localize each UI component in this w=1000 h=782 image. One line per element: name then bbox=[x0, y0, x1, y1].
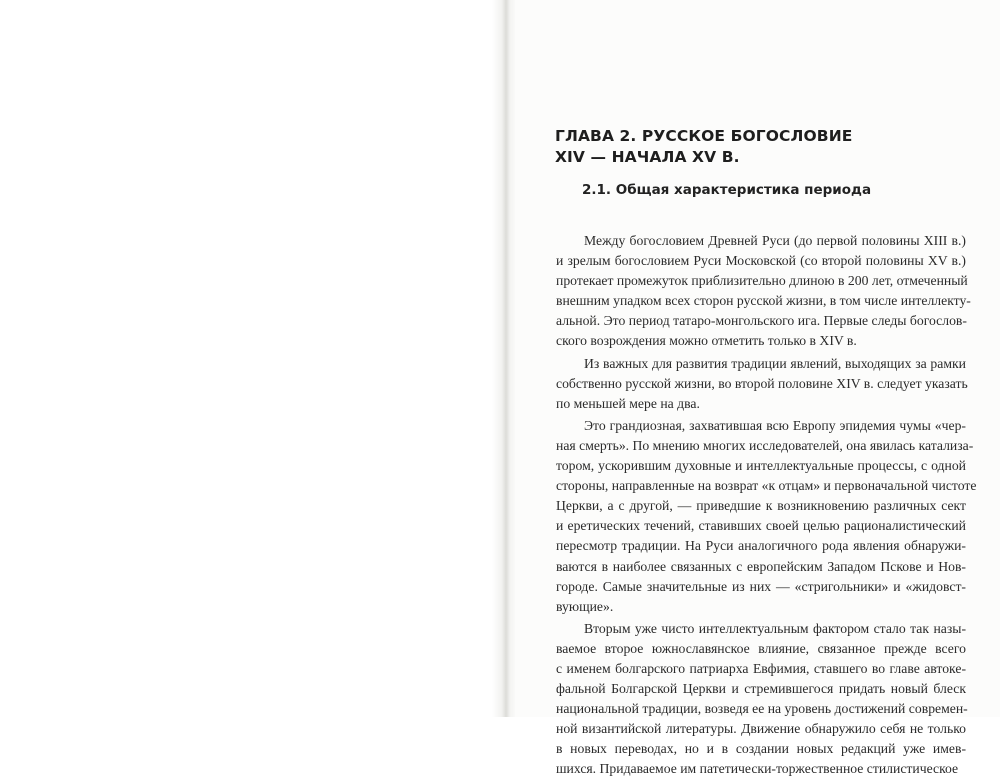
text-line: в новых переводах, но и в создании новых редакций уже имев- bbox=[556, 741, 966, 757]
text-line: ваются в наиболее связанных с европейским Западом Пскове и Нов- bbox=[556, 558, 966, 574]
text-line: ной византийской литературы. Движение обнаружило себя не только bbox=[556, 721, 966, 737]
text-line: ваемое второе южнославянское влияние, связанное прежде всего bbox=[556, 640, 966, 656]
left-page-blank bbox=[0, 0, 500, 717]
text-line: протекает промежуток приблизительно длиною в 200 лет, отмеченный bbox=[556, 273, 968, 289]
paragraph bbox=[556, 416, 977, 617]
paragraph bbox=[556, 354, 966, 414]
text-line: ского возрождения можно отметить только в XIV в. bbox=[556, 333, 857, 349]
text-line: с именем болгарского патриарха Евфимия, ставшего во главе автоке- bbox=[556, 660, 966, 676]
chapter-title-line-1: ГЛАВА 2. РУССКОЕ БОГОСЛОВИЕ bbox=[555, 127, 853, 145]
text-line: и зрелым богословием Руси Московской (со второй половины XV в.) bbox=[556, 253, 966, 269]
text-line: городе. Самые значительные из них — «стригольники» и «жидовст- bbox=[556, 578, 966, 594]
text-line: тором, ускорившим духовные и интеллектуальные процессы, с одной bbox=[556, 458, 966, 474]
text-line: стороны, направленные на возврат «к отцам» и первоначальной чистоте bbox=[556, 478, 977, 494]
paragraph bbox=[556, 619, 966, 780]
text-line: национальной традиции, возведя ее на уровень достижений современ- bbox=[556, 701, 968, 717]
text-line: по меньшей мере на два. bbox=[556, 395, 700, 411]
text-line: Церкви, а с другой, — приведшие к возникновению различных сект bbox=[556, 498, 966, 514]
text-line: внешним упадком всех сторон русской жизни, в том числе интеллекту- bbox=[556, 293, 971, 309]
text-line: пересмотр традиции. На Руси аналогичного рода явления обнаружи- bbox=[556, 538, 966, 554]
text-line: Вторым уже чисто интеллектуальным фактором стало так назы- bbox=[584, 620, 966, 636]
body-text bbox=[556, 231, 977, 782]
paragraph bbox=[556, 231, 971, 352]
text-line: ная смерть». По мнению многих исследователей, она явилась катализа- bbox=[556, 437, 974, 453]
text-line: шихся. Придаваемое им патетически-торжественное стилистическое bbox=[556, 761, 959, 777]
text-line: фальной Болгарской Церкви и стремившегося придать новый блеск bbox=[556, 681, 966, 697]
chapter-title bbox=[555, 126, 975, 168]
text-line: собственно русской жизни, во второй половине XIV в. следует указать bbox=[556, 375, 968, 391]
text-line: вующие». bbox=[556, 598, 614, 614]
text-line: альной. Это период татаро-монгольского ига. Первые следы богослов- bbox=[556, 313, 967, 329]
text-line: Это грандиозная, захватившая всю Европу эпидемия чумы «чер- bbox=[584, 417, 966, 433]
section-title: 2.1. Общая характеристика периода bbox=[582, 182, 872, 198]
text-line: и еретических течений, ставивших своей целью рационалистический bbox=[556, 518, 966, 534]
text-line: Между богословием Древней Руси (до первой половины XIII в.) bbox=[584, 233, 966, 248]
chapter-title-line-2: XIV — НАЧАЛА XV В. bbox=[555, 148, 740, 166]
text-line: Из важных для развития традиции явлений, выходящих за рамки bbox=[584, 355, 966, 371]
